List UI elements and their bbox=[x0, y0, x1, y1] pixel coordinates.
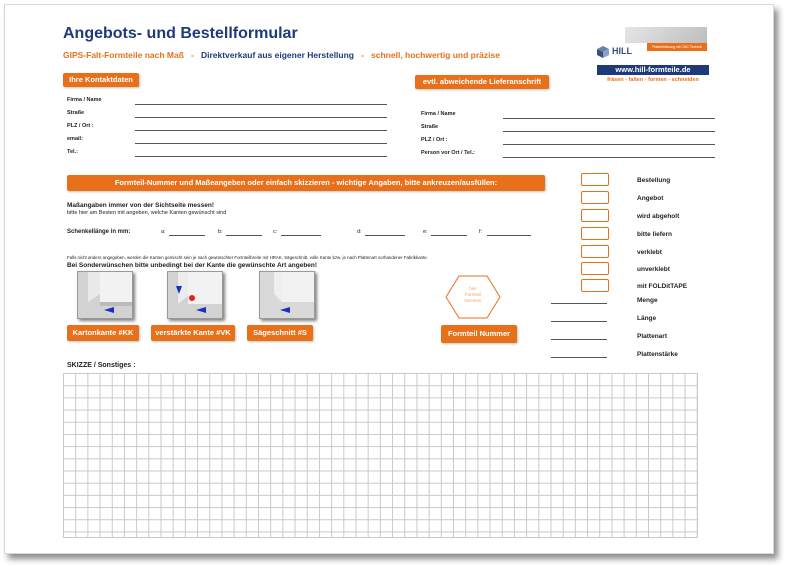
spec-input-length[interactable] bbox=[551, 321, 607, 322]
leg-d-input[interactable] bbox=[365, 235, 405, 236]
part-number-field[interactable] bbox=[445, 275, 501, 319]
delivery-label-name: Firma / Name bbox=[421, 111, 456, 117]
option-order: Bestellung bbox=[637, 177, 671, 184]
delivery-input-street[interactable] bbox=[503, 131, 715, 132]
part-number-button: Formteil Nummer bbox=[441, 325, 517, 343]
logo-url[interactable]: www.hill-formteile.de bbox=[597, 65, 709, 75]
leg-a-label: a: bbox=[161, 229, 166, 235]
contact-label-name: Firma / Name bbox=[67, 97, 102, 103]
spec-length: Länge bbox=[637, 315, 657, 322]
form-page bbox=[4, 4, 774, 554]
leg-b-label: b: bbox=[218, 229, 223, 235]
edge-note: Falls nicht anders angegeben, werden die Kanten gemischt sein je nach gewünschter Formteilbreite mit HRAK, Sägeschnitt, volle Kante bzw. je nach Plattenart vorhandener Fabrikkante. bbox=[67, 255, 428, 260]
contact-label-street: Straße bbox=[67, 110, 85, 116]
logo-brand-name: HILL bbox=[612, 46, 632, 56]
contact-input-phone[interactable] bbox=[135, 156, 387, 157]
checkbox-folditape[interactable] bbox=[581, 279, 609, 292]
part-number-placeholder bbox=[445, 286, 501, 304]
leg-a-input[interactable] bbox=[169, 235, 205, 236]
spec-input-quantity[interactable] bbox=[551, 303, 607, 304]
measure-hint: bitte hier am Besten mit angeben, welche Kanten gewünscht sind bbox=[67, 210, 227, 216]
subtitle-separator: - bbox=[361, 50, 364, 60]
delivery-heading: evtl. abweichende Lieferanschrift bbox=[415, 75, 549, 89]
contact-label-city: PLZ / Ort : bbox=[67, 123, 94, 129]
subtitle-product: GIPS-Falt-Formteile nach Maß bbox=[63, 50, 184, 60]
cardboard-edge-icon bbox=[78, 272, 132, 318]
logo-slogan: fräsen - falten - formen - schneiden bbox=[607, 77, 699, 83]
leg-length-label: Schenkellänge in mm: bbox=[67, 229, 131, 235]
delivery-label-contact: Person vor Ort / Tel.: bbox=[421, 150, 475, 156]
page-subtitle bbox=[63, 50, 500, 60]
saw-cut-edge-icon bbox=[260, 272, 314, 318]
instructions-banner: Formteil-Nummer und Maßeangeben oder einfach skizzieren - wichtige Angaben, bitte ankreuzen/ausfüllen: bbox=[67, 175, 545, 191]
sketch-grid[interactable] bbox=[63, 373, 698, 538]
option-pickup: wird abgeholt bbox=[637, 213, 680, 220]
placeholder-line-1: hier bbox=[469, 286, 477, 291]
edge-thumb-reinforced[interactable] bbox=[167, 271, 223, 319]
checkbox-deliver[interactable] bbox=[581, 227, 609, 240]
logo-tagline: Plattenfräsung mit CNC Technik bbox=[652, 45, 702, 49]
edge-thumb-sawcut[interactable] bbox=[259, 271, 315, 319]
edge-cardboard-label: Kartonkante #KK bbox=[67, 325, 139, 341]
reinforced-edge-icon bbox=[168, 272, 222, 318]
option-folditape: mit FOLDitTAPE bbox=[637, 283, 688, 290]
contact-input-email[interactable] bbox=[135, 143, 387, 144]
logo-plate bbox=[625, 27, 707, 43]
delivery-input-city[interactable] bbox=[503, 144, 715, 145]
leg-c-label: c: bbox=[273, 229, 278, 235]
placeholder-line-2: Formteil bbox=[464, 292, 482, 297]
leg-e-input[interactable] bbox=[431, 235, 467, 236]
leg-c-input[interactable] bbox=[281, 235, 321, 236]
checkbox-unglued[interactable] bbox=[581, 262, 609, 275]
checkbox-order[interactable] bbox=[581, 173, 609, 186]
checkbox-quote[interactable] bbox=[581, 191, 609, 204]
special-note: Bei Sonderwünschen bitte unbedingt bei der Kante die gewünschte Art angeben! bbox=[67, 262, 318, 269]
checkbox-pickup[interactable] bbox=[581, 209, 609, 222]
checkbox-glued[interactable] bbox=[581, 245, 609, 258]
contact-input-name[interactable] bbox=[135, 104, 387, 105]
contact-input-street[interactable] bbox=[135, 117, 387, 118]
option-glued: verklebt bbox=[637, 249, 662, 256]
subtitle-quality: schnell, hochwertig und präzise bbox=[371, 50, 500, 60]
edge-sawcut-label: Sägeschnitt #S bbox=[247, 325, 313, 341]
leg-f-input[interactable] bbox=[487, 235, 531, 236]
subtitle-direct-sale: Direktverkauf aus eigener Herstellung bbox=[200, 50, 354, 60]
leg-f-label: f: bbox=[479, 229, 483, 235]
delivery-input-contact[interactable] bbox=[503, 157, 715, 158]
leg-length-fields bbox=[161, 228, 541, 238]
spec-board-type: Plattenart bbox=[637, 333, 667, 340]
logo-brand bbox=[595, 45, 645, 59]
specs-list bbox=[551, 297, 731, 367]
contact-heading: Ihre Kontaktdaten bbox=[63, 73, 139, 87]
spec-quantity: Menge bbox=[637, 297, 658, 304]
option-deliver: bitte liefern bbox=[637, 231, 673, 238]
leg-d-label: d: bbox=[357, 229, 362, 235]
delivery-label-city: PLZ / Ort : bbox=[421, 137, 448, 143]
leg-b-input[interactable] bbox=[226, 235, 262, 236]
delivery-input-name[interactable] bbox=[503, 118, 715, 119]
option-quote: Angebot bbox=[637, 195, 664, 202]
spec-input-thickness[interactable] bbox=[551, 357, 607, 358]
options-list bbox=[579, 173, 739, 293]
measure-title: Maßangaben immer von der Sichtseite messen! bbox=[67, 202, 215, 209]
option-unglued: unverklebt bbox=[637, 266, 670, 273]
spec-input-board-type[interactable] bbox=[551, 339, 607, 340]
edge-reinforced-label: verstärkte Kante #VK bbox=[151, 325, 235, 341]
logo-tagline-bar bbox=[647, 43, 707, 51]
subtitle-separator: - bbox=[191, 50, 194, 60]
placeholder-line-3: Nummer bbox=[464, 298, 482, 303]
leg-e-label: e: bbox=[423, 229, 428, 235]
page-title: Angebots- und Bestellformular bbox=[63, 25, 298, 42]
edge-thumb-cardboard[interactable] bbox=[77, 271, 133, 319]
sketch-label: SKIZZE / Sonstiges : bbox=[67, 362, 136, 369]
contact-label-email: email: bbox=[67, 136, 83, 142]
contact-input-city[interactable] bbox=[135, 130, 387, 131]
delivery-label-street: Straße bbox=[421, 124, 439, 130]
company-logo bbox=[595, 27, 715, 89]
contact-label-phone: Tel.: bbox=[67, 149, 78, 155]
spec-thickness: Plattenstärke bbox=[637, 351, 678, 358]
